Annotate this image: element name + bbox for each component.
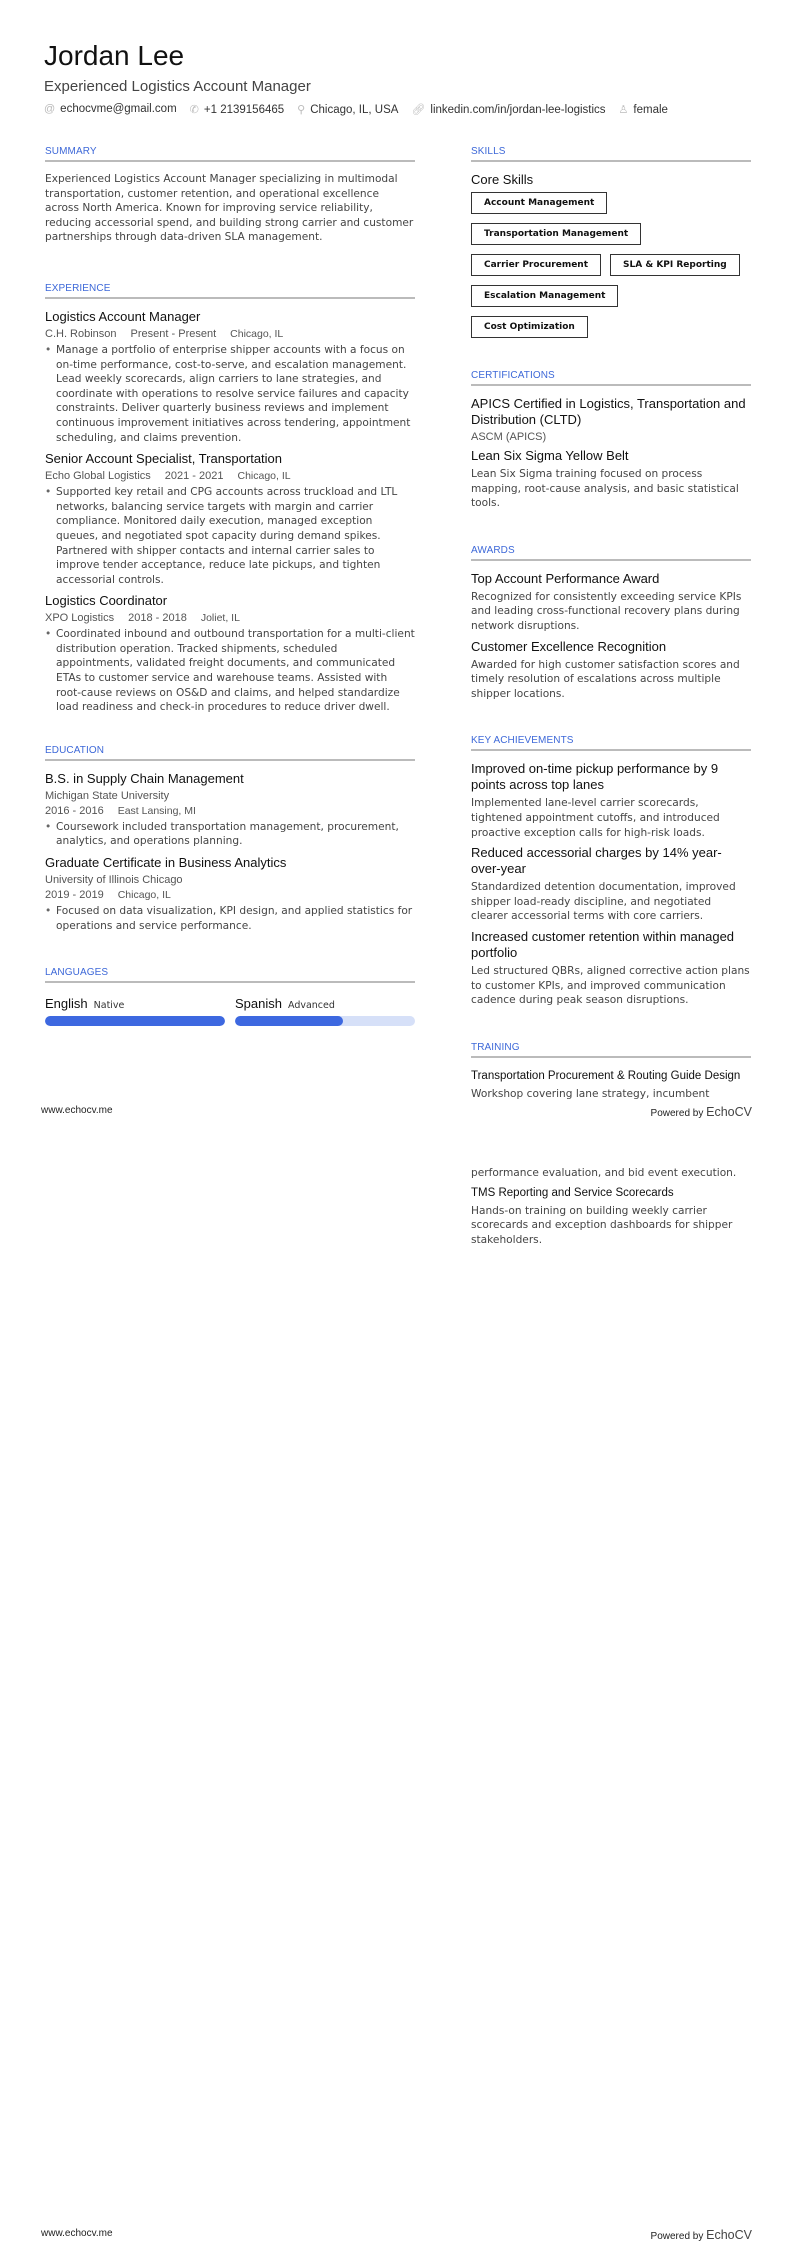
section-heading: SKILLS bbox=[471, 146, 751, 162]
section-heading: TRAINING bbox=[471, 1042, 751, 1058]
link-icon: 🔗︎ bbox=[411, 104, 426, 116]
skill-chip: Cost Optimization bbox=[471, 316, 588, 338]
certification-title: APICS Certified in Logistics, Transportation and Distribution (CLTD) bbox=[471, 396, 746, 427]
job-title: Senior Account Specialist, Transportation bbox=[45, 451, 283, 467]
section-heading: AWARDS bbox=[471, 545, 751, 561]
achievement-desc: Implemented lane-level carrier scorecards, tightened appointment cutoffs, and introduced proactive exception calls for high-risk loads. bbox=[471, 797, 720, 839]
achievement-desc: Led structured QBRs, aligned corrective action plans to customer KPIs, and improved communication cadence during peak season disruptions. bbox=[471, 964, 750, 1007]
section-heading: KEY ACHIEVEMENTS bbox=[471, 735, 751, 751]
certification-item bbox=[471, 396, 751, 443]
school: Michigan State University bbox=[45, 789, 170, 802]
dates: 2019 - 2019 bbox=[45, 889, 104, 902]
award-item bbox=[471, 571, 751, 634]
contact-location: ⚲ Chicago, IL, USA bbox=[297, 104, 399, 116]
candidate-title: Experienced Logistics Account Manager bbox=[44, 78, 311, 95]
education-section bbox=[45, 745, 415, 933]
achievement-item bbox=[471, 761, 751, 840]
dates: 2018 - 2018 bbox=[128, 612, 187, 625]
location: Joliet, IL bbox=[200, 612, 240, 625]
award-title: Top Account Performance Award bbox=[471, 570, 660, 586]
page-footer bbox=[41, 1105, 752, 1119]
dates: 2021 - 2021 bbox=[164, 470, 224, 483]
proficiency-bar bbox=[45, 1016, 225, 1026]
language-level: Native bbox=[93, 1000, 125, 1012]
achievement-desc: Standardized detention documentation, improved shipper load-ready discipline, and negotiated clearer accessorial terms with core carriers. bbox=[471, 881, 736, 923]
section-heading: LANGUAGES bbox=[45, 967, 415, 983]
summary-text: Experienced Logistics Account Manager specializing in multimodal transportation, customer retention, and operational excellence across North America. Known for improving service reliability, reducing accessorial spend, and building strong carrier and customer partnerships through data-driven SLA management. bbox=[45, 173, 414, 244]
certifications-section bbox=[471, 370, 751, 511]
bullet: • Supported key retail and CPG accounts across truckload and LTL networks, balancing service targets with margin and carrier compliance. Monitored daily execution, managed exception queues, and negotiated spot capacity during demand spikes. Partnered with shipper contacts and internal carrier sales to improve tender acceptance, reduce late pickups, and tighten accessorial controls. bbox=[45, 485, 415, 587]
summary-section bbox=[45, 146, 415, 245]
location-icon: ⚲ bbox=[297, 104, 306, 116]
job-title: Logistics Coordinator bbox=[45, 593, 168, 609]
skills-section bbox=[471, 146, 751, 338]
job-title: Logistics Account Manager bbox=[45, 308, 201, 324]
contact-email[interactable]: @ echocvme@gmail.com bbox=[44, 103, 177, 115]
language-name: English bbox=[45, 996, 88, 1012]
degree: Graduate Certificate in Business Analytics bbox=[45, 855, 287, 871]
footer-site-link[interactable]: www.echocv.me bbox=[41, 2228, 113, 2239]
achievement-item bbox=[471, 845, 751, 924]
school: University of Illinois Chicago bbox=[45, 874, 183, 887]
achievement-title: Improved on-time pickup performance by 9 points across top lanes bbox=[471, 761, 719, 793]
right-column-continued bbox=[471, 1166, 751, 1247]
dates: Present - Present bbox=[130, 327, 217, 340]
education-item bbox=[45, 771, 415, 849]
achievement-item bbox=[471, 929, 751, 1008]
section-heading: CERTIFICATIONS bbox=[471, 370, 751, 386]
certification-desc: Lean Six Sigma training focused on process mapping, root-cause analysis, and basic statistical tools. bbox=[471, 468, 739, 510]
location: Chicago, IL bbox=[117, 889, 171, 902]
bullet: • Focused on data visualization, KPI design, and applied statistics for operations and service performance. bbox=[45, 904, 415, 933]
training-title: Transportation Procurement & Routing Guide Design bbox=[471, 1069, 741, 1082]
training-desc-continued: performance evaluation, and bid event execution. bbox=[471, 1167, 737, 1179]
training-title: TMS Reporting and Service Scorecards bbox=[471, 1186, 674, 1199]
location: East Lansing, MI bbox=[117, 804, 196, 817]
language-name: Spanish bbox=[235, 996, 282, 1012]
location: Chicago, IL bbox=[237, 470, 291, 483]
dates: 2016 - 2016 bbox=[45, 804, 104, 817]
footer-site-link[interactable]: www.echocv.me bbox=[41, 1105, 113, 1116]
achievement-title: Reduced accessorial charges by 14% year-over-year bbox=[471, 845, 722, 877]
experience-item bbox=[45, 593, 415, 715]
company: XPO Logistics bbox=[45, 612, 115, 625]
contact-phone[interactable]: ✆ +1 2139156465 bbox=[189, 104, 285, 116]
contact-linkedin[interactable]: 🔗︎ linkedin.com/in/jordan-lee-logistics bbox=[411, 104, 606, 116]
training-desc: Hands-on training on building weekly carrier scorecards and exception dashboards for shipper stakeholders. bbox=[471, 1204, 733, 1246]
section-heading: SUMMARY bbox=[45, 146, 415, 162]
training-section bbox=[471, 1042, 751, 1102]
candidate-name: Jordan Lee bbox=[44, 40, 185, 71]
phone-icon: ✆ bbox=[189, 104, 199, 116]
proficiency-bar bbox=[235, 1016, 415, 1026]
skill-chip: Carrier Procurement bbox=[471, 254, 601, 276]
skill-chip: Account Management bbox=[471, 192, 607, 214]
experience-item bbox=[45, 309, 415, 445]
experience-item bbox=[45, 451, 415, 587]
location: Chicago, IL bbox=[230, 327, 284, 340]
proficiency-fill bbox=[45, 1016, 225, 1026]
languages-section bbox=[45, 967, 415, 1026]
echocv-logo: EchoCV bbox=[706, 1105, 752, 1119]
section-heading: EDUCATION bbox=[45, 745, 415, 761]
skill-chip: Transportation Management bbox=[471, 223, 641, 245]
certification-issuer: ASCM (APICS) bbox=[471, 431, 547, 443]
language-level: Advanced bbox=[287, 1000, 335, 1012]
skill-group-title: Core Skills bbox=[471, 172, 534, 187]
training-desc: Workshop covering lane strategy, incumbent bbox=[471, 1087, 710, 1100]
page-footer bbox=[41, 2228, 752, 2242]
powered-by: Powered by EchoCV bbox=[650, 1105, 752, 1119]
certification-title: Lean Six Sigma Yellow Belt bbox=[471, 448, 629, 463]
bullet: • Coordinated inbound and outbound transportation for a multi-client distribution operation. Tracked shipments, scheduled appointments, validated freight documents, and communicated ETAs to customer service and warehouse teams. Assisted with root-cause reviews on OS&D and claims, and helped standardize load readiness and check-in procedures to reduce driver dwell. bbox=[45, 627, 415, 715]
award-desc: Recognized for consistently exceeding service KPIs and leading cross-functional recovery plans during network disruptions. bbox=[471, 590, 742, 632]
certification-item bbox=[471, 448, 751, 511]
skill-chip: SLA & KPI Reporting bbox=[610, 254, 740, 276]
achievement-title: Increased customer retention within managed portfolio bbox=[471, 928, 735, 960]
bullet: • Manage a portfolio of enterprise shipper accounts with a focus on on-time performance, cost-to-serve, and escalation management. Lead weekly scorecards, align carriers to lane strategies, and coordinate with operations to resolve service failures and capacity constraints. Deliver quarterly business reviews and implement continuous improvement initiatives across tendering, appointment scheduling, and claims prevention. bbox=[45, 343, 415, 445]
awards-section bbox=[471, 545, 751, 702]
at-icon: @ bbox=[44, 103, 56, 115]
education-item bbox=[45, 855, 415, 933]
language-item bbox=[235, 993, 415, 1026]
achievements-section bbox=[471, 735, 751, 1007]
right-column bbox=[471, 146, 751, 1135]
degree: B.S. in Supply Chain Management bbox=[45, 770, 244, 786]
skill-chip: Escalation Management bbox=[471, 285, 618, 307]
experience-section bbox=[45, 283, 415, 715]
echocv-logo: EchoCV bbox=[706, 2228, 752, 2242]
bullet: • Coursework included transportation management, procurement, analytics, and operations planning. bbox=[45, 820, 415, 849]
company: Echo Global Logistics bbox=[45, 470, 151, 483]
award-item bbox=[471, 639, 751, 702]
contact-list bbox=[44, 103, 668, 116]
company: C.H. Robinson bbox=[45, 327, 117, 340]
section-heading: EXPERIENCE bbox=[45, 283, 415, 299]
powered-by: Powered by EchoCV bbox=[650, 2228, 752, 2242]
proficiency-fill bbox=[235, 1016, 343, 1026]
contact-gender: ♙ female bbox=[618, 104, 668, 116]
person-icon: ♙ bbox=[618, 104, 629, 116]
left-column bbox=[45, 146, 415, 1060]
resume-page-2 bbox=[0, 1123, 794, 2246]
award-desc: Awarded for high customer satisfaction scores and timely resolution of escalations across multiple shipper locations. bbox=[471, 658, 740, 700]
award-title: Customer Excellence Recognition bbox=[471, 638, 667, 654]
language-item bbox=[45, 993, 225, 1026]
